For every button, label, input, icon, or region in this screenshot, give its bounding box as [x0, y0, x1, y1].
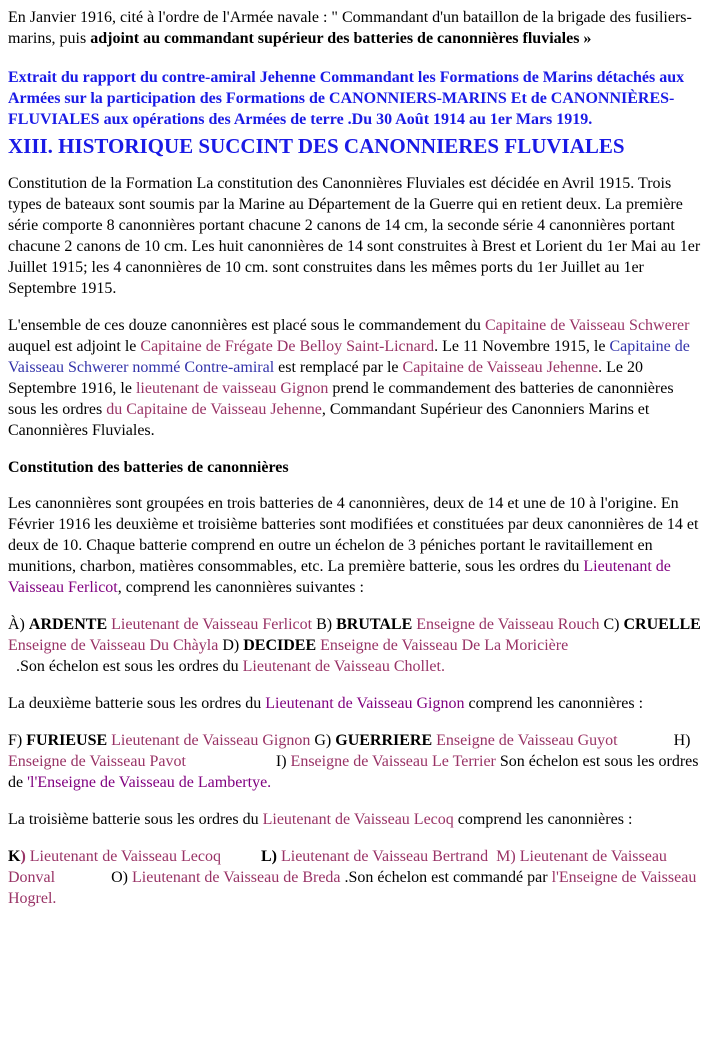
link-lieutenant-gignon-2[interactable]: Lieutenant de Vaisseau Gignon [265, 695, 465, 712]
link-lambertye[interactable]: 'l'Enseigne de Vaisseau de Lambertye. [27, 774, 272, 791]
label: G) [310, 732, 336, 749]
link-de-la-moriciere[interactable]: Enseigne de Vaisseau De La Moricière [316, 637, 569, 654]
battery2-list [8, 730, 704, 793]
link-le-terrier[interactable]: Enseigne de Vaisseau Le Terrier [290, 753, 496, 770]
constitution-paragraph: Constitution de la Formation La constitution des Canonnières Fluviales est décidée en Avril 1915. Trois types de bateaux sont soumis par la Marine au Département de la Guerre qui en retient deux. La première série comporte 8 canonnières portant chacune 2 canons de 14 cm, la seconde série 4 canonnières portant chacune 2 canons de 10 cm. Les huit canonnières de 14 sont construites à Brest et Lorient du 1er Mai au 1er Juillet 1915; les 4 canonnières de 10 cm. sont construites dans les mêmes ports du 1er Juillet au 1er Septembre 1915. [8, 175, 701, 297]
ship-guerriere: GUERRIERE [335, 732, 433, 749]
subheading: Constitution des batteries de canonnières [8, 459, 289, 476]
link-chollet[interactable]: Lieutenant de Vaisseau Chollet. [242, 658, 445, 675]
label-l: L) [260, 848, 277, 865]
text: auquel est adjoint le [8, 338, 141, 355]
command-paragraph [8, 315, 704, 441]
text: Les canonnières sont groupées en trois batteries de 4 canonnières, deux de 14 et une de 10 à l'origine. En Février 1916 les deuxième et troisième batteries sont modifiées et constituées par deux canonnières de 14 et deux de 10. Chaque batterie comprend en outre un échelon de 3 péniches portant le ravitaillement en munitions, charbon, matières consommables, etc. La première batterie, sous les ordres du [8, 495, 699, 575]
text: comprend les canonnières : [453, 811, 633, 828]
text: L'ensemble de ces douze canonnières est placé sous le commandement du [8, 317, 485, 334]
link-bertrand[interactable]: Lieutenant de Vaisseau Bertrand [276, 848, 489, 865]
ship-ardente: ARDENTE [28, 616, 108, 633]
link-capitaine-de-belloy[interactable]: Capitaine de Frégate De Belloy Saint-Licnard [140, 338, 435, 355]
text: .Son échelon est commandé par [340, 869, 552, 886]
text: La troisième batterie sous les ordres du [8, 811, 263, 828]
text: . Le 11 Novembre 1915, le [434, 338, 610, 355]
ship-cruelle: CRUELLE [623, 616, 701, 633]
link-hogrel[interactable]: l'Enseigne de Vaisseau Hogrel. [8, 869, 697, 907]
battery1-list [8, 614, 704, 677]
text: , Commandant Supérieur des Canonniers Marins et Canonnières Fluviales. [8, 401, 650, 439]
link-rouch[interactable]: Enseigne de Vaisseau Rouch [412, 616, 600, 633]
label: C) [599, 616, 624, 633]
text: comprend les canonnières : [464, 695, 644, 712]
battery3-paragraph [8, 809, 704, 830]
label-k: K [8, 848, 21, 865]
link-ferlicot[interactable]: Lieutenant de Vaisseau Ferlicot [107, 616, 313, 633]
batteries-paragraph [8, 493, 704, 598]
link-capitaine-schwerer[interactable]: Capitaine de Vaisseau Schwerer [484, 317, 690, 334]
intro-text: En Janvier 1916, cité à l'ordre de l'Armée navale : " Commandant d'un bataillon de la brigade des fusiliers-marins, puis [8, 9, 692, 47]
text: . Le 20 Septembre 1916, le [8, 359, 644, 397]
link-lieutenant-lecoq[interactable]: Lieutenant de Vaisseau Lecoq [262, 811, 454, 828]
link-de-breda[interactable]: Lieutenant de Vaisseau de Breda [128, 869, 341, 886]
label: I) [275, 753, 291, 770]
report-excerpt: Extrait du rapport du contre-amiral Jehenne Commandant les Formations de Marins détachés aux Armées sur la participation des Formations de CANONNIERS-MARINS Et de CANONNIÈRES-FLUVIALES aux opérations des Armées de terre .Du 30 Août 1914 au 1er Mars 1919. [8, 69, 685, 128]
text: prend le commandement des batteries de canonnières sous les ordres [8, 380, 674, 418]
section-heading: XIII. HISTORIQUE SUCCINT DES CANONNIERES FLUVIALES [8, 134, 625, 158]
link-gignon[interactable]: Lieutenant de Vaisseau Gignon [107, 732, 311, 749]
label-o: O) [111, 869, 128, 886]
text: est remplacé par le [274, 359, 403, 376]
text: , comprend les canonnières suivantes : [117, 579, 364, 596]
link-du-capitaine-jehenne[interactable]: du Capitaine de Vaisseau Jehenne [106, 401, 322, 418]
link-lieutenant-gignon[interactable]: lieutenant de vaisseau Gignon [135, 380, 329, 397]
ship-brutale: BRUTALE [336, 616, 413, 633]
link-donval[interactable]: Lieutenant de Vaisseau Donval [8, 848, 667, 886]
label: B) [312, 616, 337, 633]
link-guyot[interactable]: Enseigne de Vaisseau Guyot [432, 732, 618, 749]
text: La deuxième batterie sous les ordres du [8, 695, 266, 712]
intro-paragraph [8, 7, 704, 49]
ship-furieuse: FURIEUSE [26, 732, 108, 749]
battery3-list [8, 846, 704, 909]
link-du-chayla[interactable]: Enseigne de Vaisseau Du Chàyla [8, 637, 219, 654]
link-capitaine-jehenne[interactable]: Capitaine de Vaisseau Jehenne [402, 359, 599, 376]
label-m: M) [488, 848, 516, 865]
label-k-paren: ) [20, 848, 26, 865]
label: À) [8, 616, 29, 633]
text: Son échelon est sous les ordres de [8, 753, 699, 791]
link-schwerer-contre-amiral[interactable]: Capitaine de Vaisseau Schwerer nommé Contre-amiral [8, 338, 690, 376]
label: D) [218, 637, 244, 654]
link-pavot[interactable]: Enseigne de Vaisseau Pavot [8, 753, 186, 770]
ship-decidee: DECIDEE [243, 637, 317, 654]
battery2-paragraph [8, 693, 704, 714]
link-lieutenant-ferlicot[interactable]: Lieutenant de Vaisseau Ferlicot [8, 558, 671, 596]
intro-bold-text: adjoint au commandant supérieur des batteries de canonnières fluviales » [90, 30, 592, 47]
label: F) [8, 732, 27, 749]
link-lecoq[interactable]: Lieutenant de Vaisseau Lecoq [25, 848, 221, 865]
text: .Son échelon est sous les ordres du [8, 658, 243, 675]
label: H) [673, 732, 691, 749]
